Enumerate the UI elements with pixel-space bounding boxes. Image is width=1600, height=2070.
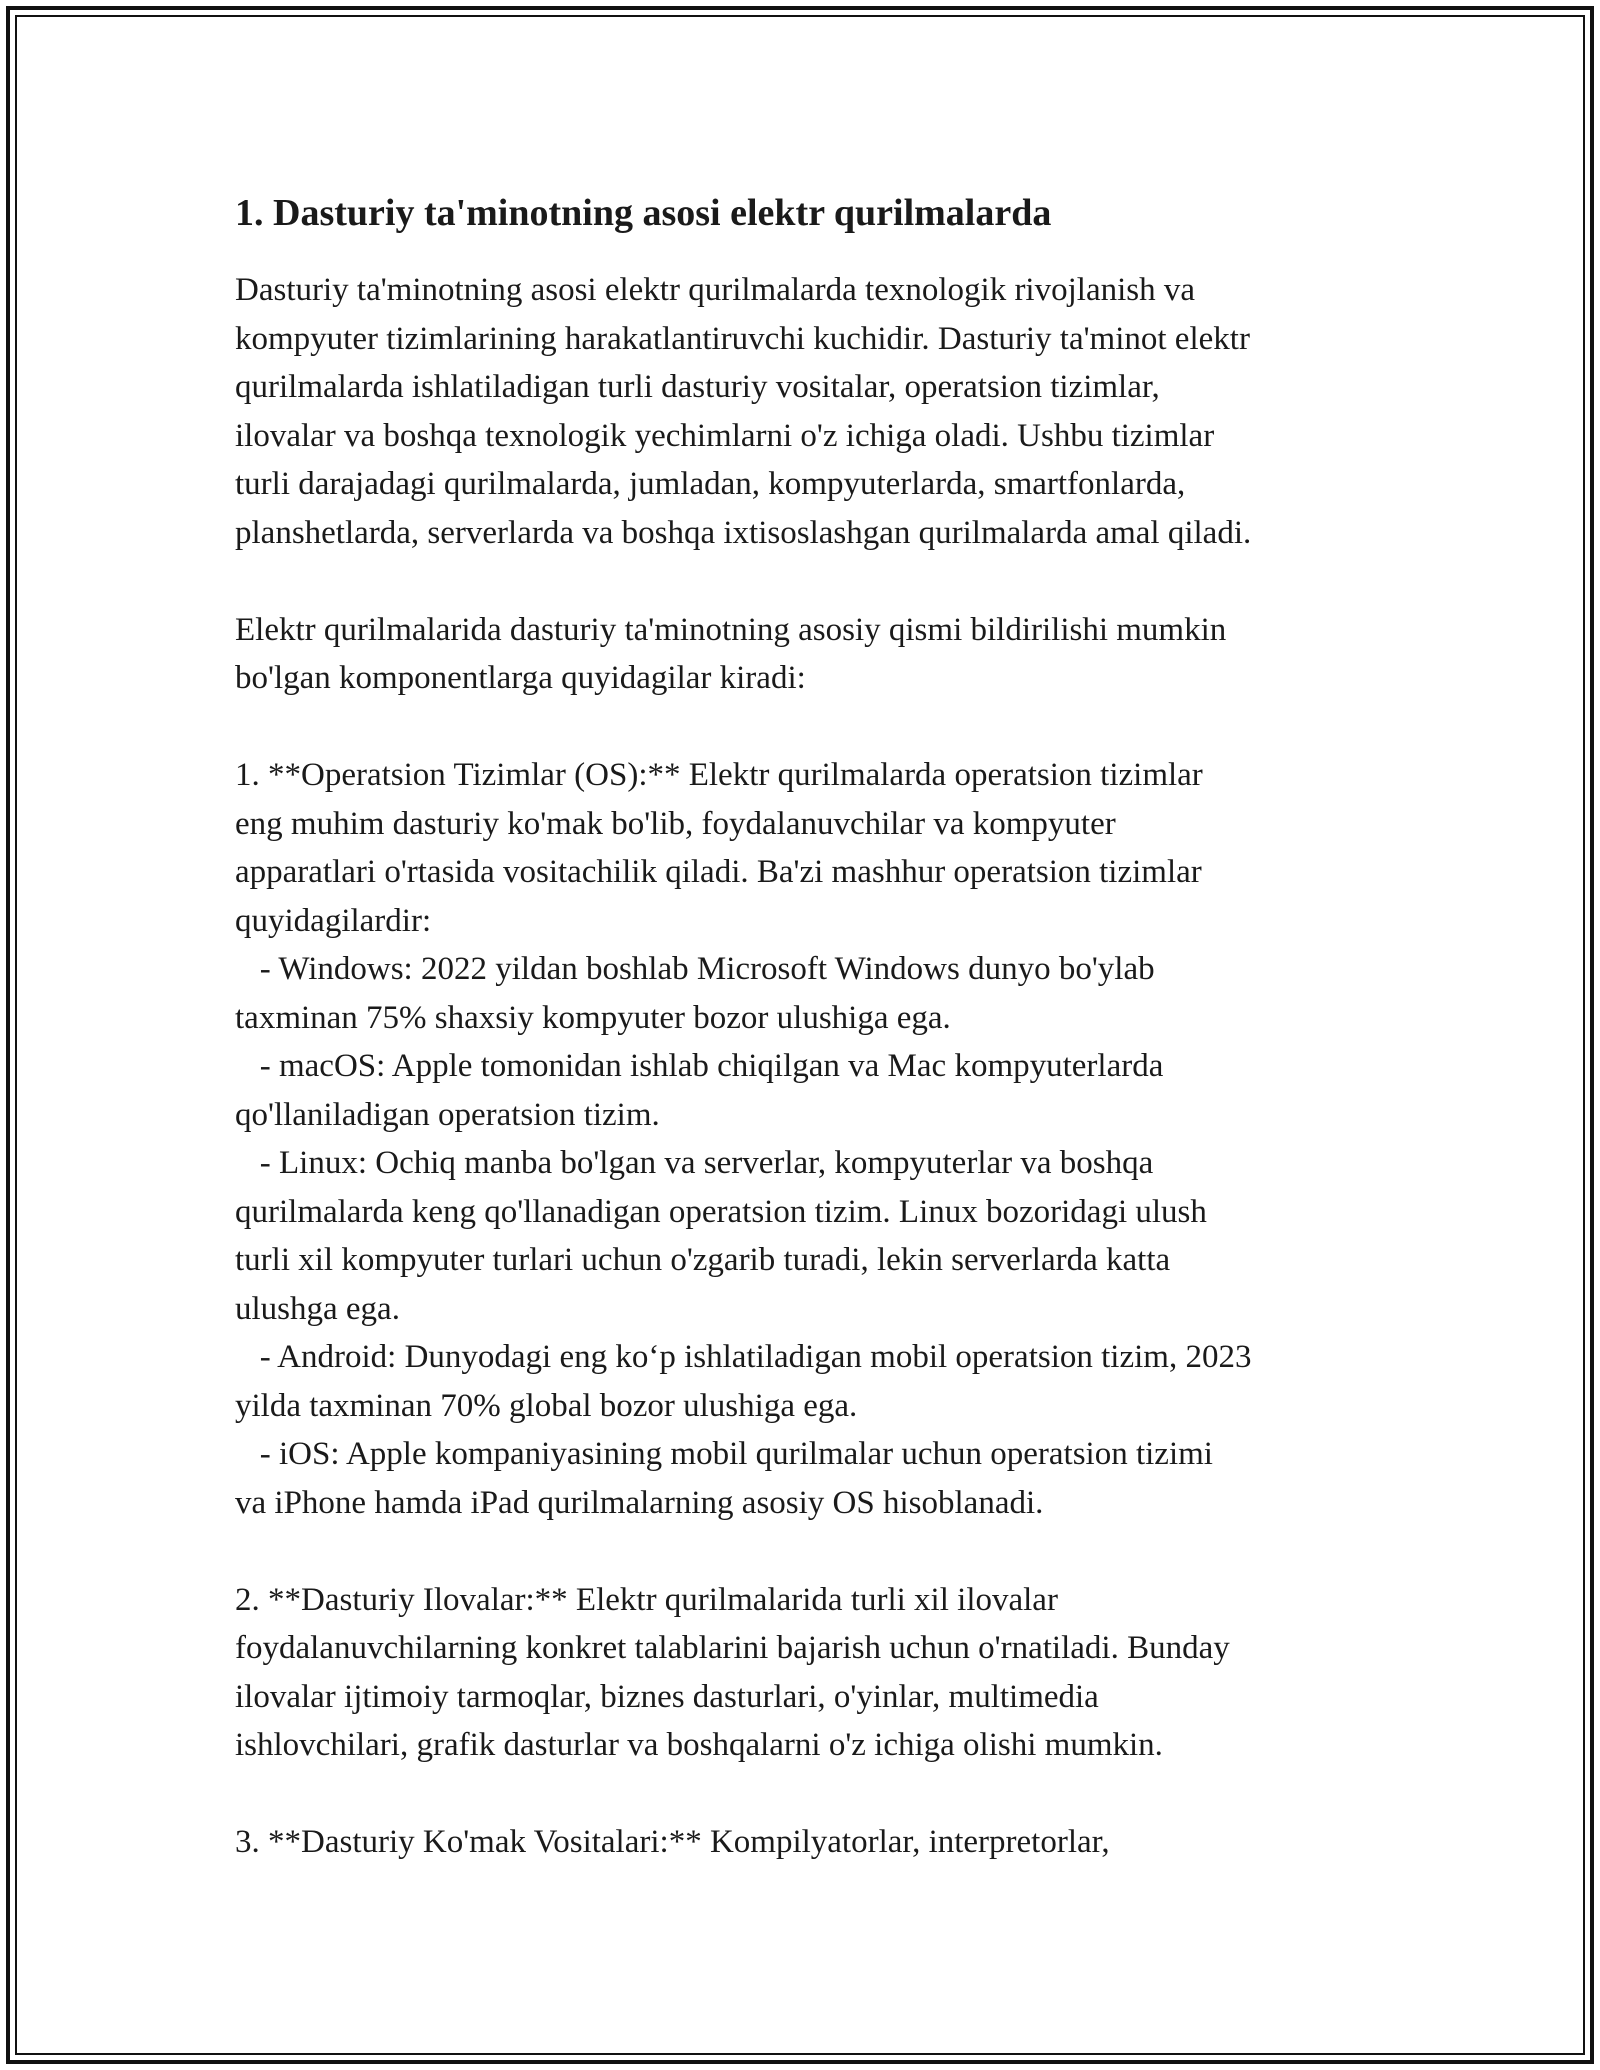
- paragraph-gap: [235, 557, 1375, 606]
- list-item-software-applications: 2. **Dasturiy Ilovalar:** Elektr qurilmalarida turli xil ilovalar foydalanuvchilarning konkret talablarini bajarish uchun o'rnatiladi. Bunday ilovalar ijtimoiy tarmoqlar, biznes dasturlari, o'yinlar, multimedia ishlovchilari, grafik dasturlar va boshqalarni o'z ichiga olishi mumkin.: [235, 1581, 1230, 1763]
- intro-paragraph: Dasturiy ta'minotning asosi elektr qurilmalarda texnologik rivojlanish va kompyuter tizimlarining harakatlantiruvchi kuchidir. Dasturiy ta'minot elektr qurilmalarda ishlatiladigan turli dasturiy vositalar, operatsion tizimlar, ilovalar va boshqa texnologik yechimlarni o'z ichiga oladi. Ushbu tizimlar turli darajadagi qurilmalarda, jumladan, kompyuterlarda, smartfonlarda, planshetlarda, serverlarda va boshqa ixtisoslashgan qurilmalarda amal qiladi.: [235, 272, 1252, 551]
- list-item-support-tools: 3. **Dasturiy Ko'mak Vositalari:** Kompilyatorlar, interpretorlar,: [235, 1824, 1110, 1860]
- paragraph-gap: [235, 1770, 1375, 1819]
- components-intro-paragraph: Elektr qurilmalarida dasturiy ta'minotning asosiy qismi bildirilishi mumkin bo'lgan komponentlarga quyidagilar kiradi:: [235, 611, 1227, 696]
- paragraph-gap: [235, 1527, 1375, 1576]
- document-heading: 1. Dasturiy ta'minotning asosi elektr qurilmalarda: [235, 192, 1052, 234]
- paragraph-gap: [235, 703, 1375, 752]
- list-item-operating-systems: 1. **Operatsion Tizimlar (OS):** Elektr qurilmalarda operatsion tizimlar eng muhim dasturiy ko'mak bo'lib, foydalanuvchilar va kompyuter apparatlari o'rtasida vositachilik qiladi. Ba'zi mashhur operatsion tizimlar quyidagilardir: - Windows: 2022 yildan boshlab Microsoft Windows dunyo bo'ylab taxminan 75% shaxsiy kompyuter bozor ulushiga ega. - macOS: Apple tomonidan ishlab chiqilgan va Mac kompyuterlarda qo'llaniladigan operatsion tizim. - Linux: Ochiq manba bo'lgan va serverlar, kompyuterlar va boshqa qurilmalarda keng qo'llanadigan operatsion tizim. Linux bozoridagi ulush turli xil kompyuter turlari uchun o'zgarib turadi, lekin serverlarda katta ulushga ega. - Android: Dunyodagi eng ko‘p ishlatiladigan mobil operatsion tizim, 2023 yilda taxminan 70% global bozor ulushiga ega. - iOS: Apple kompaniyasining mobil qurilmalar uchun operatsion tizimi va iPhone hamda iPad qurilmalarning asosiy OS hisoblanadi.: [235, 757, 1252, 1521]
- document-body: [235, 186, 1375, 1867]
